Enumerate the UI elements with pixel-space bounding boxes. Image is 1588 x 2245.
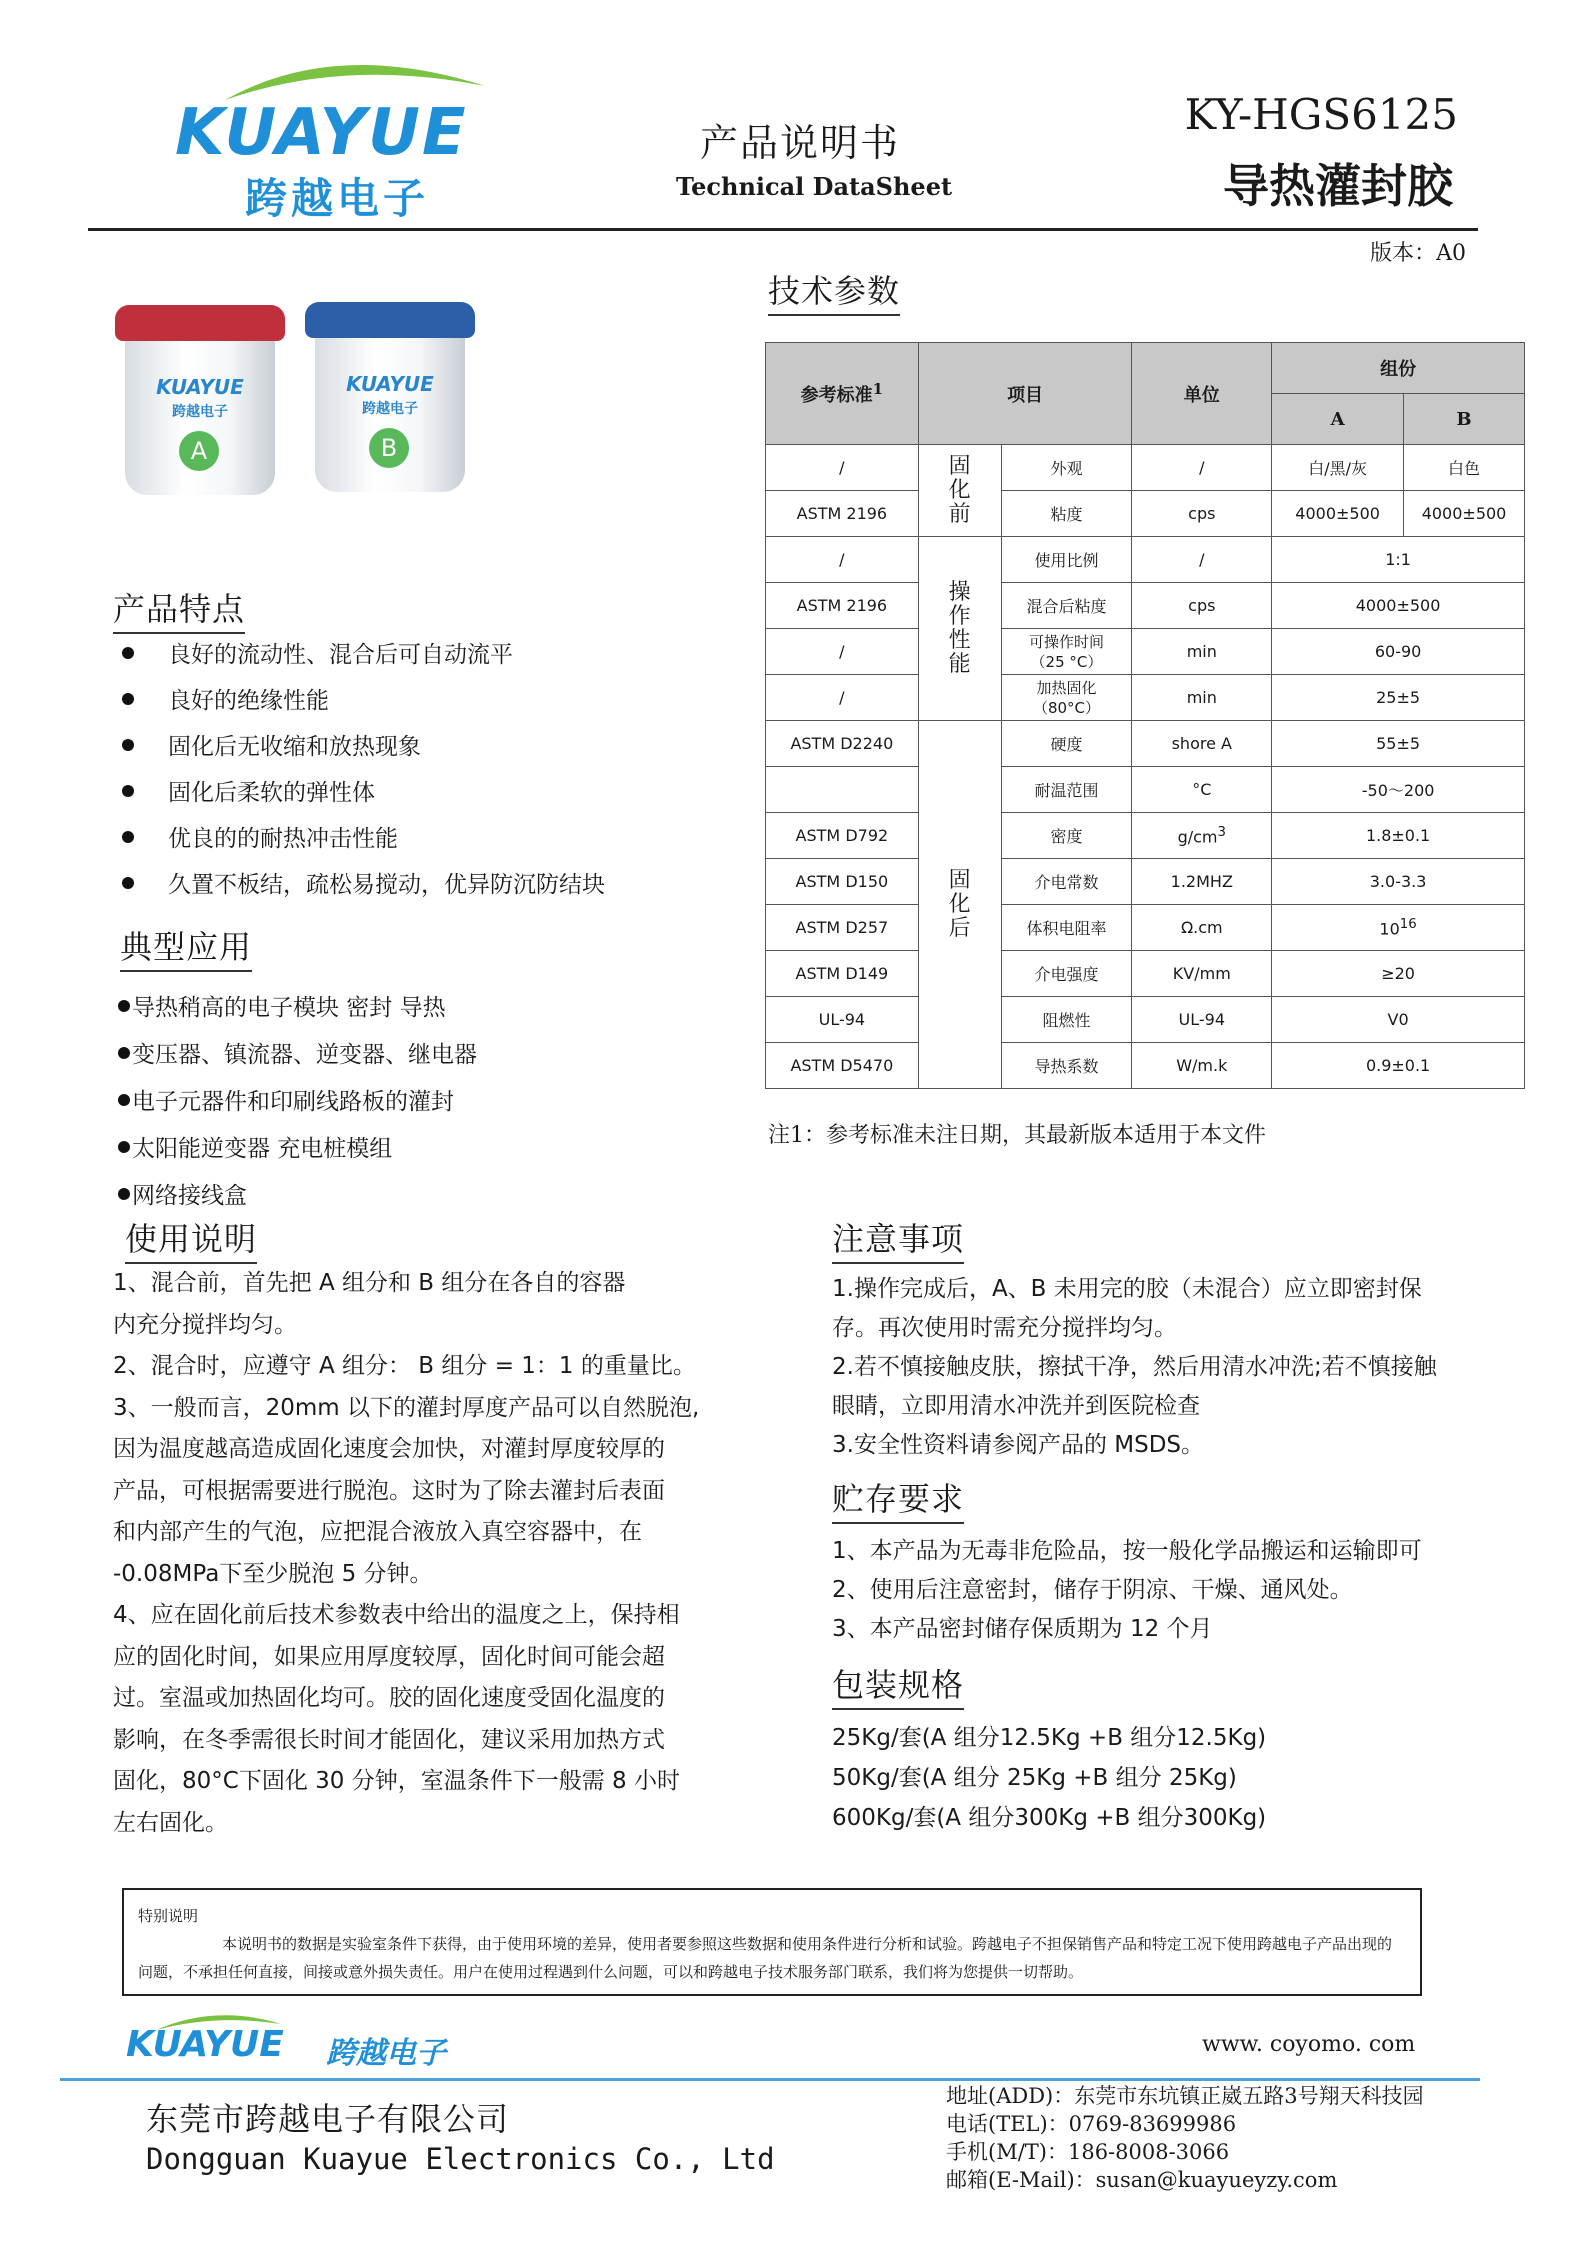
usage-line: 内充分搅拌均匀。: [113, 1311, 297, 1338]
bullet-icon: [122, 785, 134, 797]
bucket-badge: A: [179, 431, 219, 471]
list-item: 固化后柔软的弹性体: [122, 770, 605, 816]
group-before-label: 固 化 前: [918, 445, 1001, 537]
col-b-header: B: [1404, 394, 1525, 445]
usage-line: 和内部产生的气泡，应把混合液放入真空容器中，在: [113, 1519, 642, 1545]
col-item-header: 项目: [918, 343, 1132, 445]
bullet-icon: [118, 1141, 130, 1153]
tech-heading: 技术参数: [768, 266, 900, 316]
packaging-line: 600Kg/套(A 组分300Kg +B 组分300Kg): [832, 1805, 1267, 1831]
features-heading: 产品特点: [113, 584, 245, 634]
table-row: ASTM D150 介电常数 1.2MHZ 3.0-3.3: [766, 859, 1525, 905]
usage-instructions: [113, 1263, 753, 1844]
usage-line: -0.08MPa下至少脱泡 5 分钟。: [113, 1560, 433, 1587]
precaution-line: 眼睛，立即用清水冲洗并到医院检查: [832, 1393, 1200, 1419]
footer-contacts: [946, 2082, 1424, 2194]
table-row: / 加热固化 （80°C） min 25±5: [766, 675, 1525, 721]
list-item: 良好的流动性、混合后可自动流平: [122, 632, 605, 678]
precaution-line: 2.若不慎接触皮肤，擦拭干净，然后用清水冲洗;若不慎接触: [832, 1354, 1437, 1380]
table-row: / 操 作 性 能 使用比例 / 1:1: [766, 537, 1525, 583]
list-item: 变压器、镇流器、逆变器、继电器: [118, 1032, 477, 1079]
bullet-icon: [118, 1047, 130, 1059]
usage-line: 影响，在冬季需很长时间才能固化，建议采用加热方式: [113, 1726, 665, 1753]
list-item: 良好的绝缘性能: [122, 678, 605, 724]
bucket-brand: KUAYUE: [346, 372, 434, 396]
bullet-icon: [118, 1094, 130, 1106]
usage-line: 3、一般而言，20mm 以下的灌封厚度产品可以自然脱泡,: [113, 1394, 700, 1421]
applications-list: [118, 985, 477, 1220]
group-after-label: 固 化 后: [918, 721, 1001, 1089]
header-divider: [88, 228, 1478, 231]
precaution-line: 存。再次使用时需充分搅拌均匀。: [832, 1315, 1177, 1341]
storage-line: 3、本产品密封储存保质期为 12 个月: [832, 1616, 1213, 1642]
usage-line: 应的固化时间，如果应用厚度较厚，固化时间可能会超: [113, 1643, 665, 1670]
group-operate-label: 操 作 性 能: [918, 537, 1001, 721]
col-standard-header: 参考标准$^1$: [766, 343, 919, 445]
list-item: 固化后无收缩和放热现象: [122, 724, 605, 770]
table-row: ASTM 2196 混合后粘度 cps 4000±500: [766, 583, 1525, 629]
storage-heading: 贮存要求: [832, 1474, 964, 1524]
bullet-icon: [118, 1000, 130, 1012]
footer-company-en: Dongguan Kuayue Electronics Co., Ltd: [146, 2142, 775, 2176]
version-label: 版本：A0: [1370, 241, 1466, 266]
packaging-line: 25Kg/套(A 组分12.5Kg +B 组分12.5Kg): [832, 1725, 1267, 1751]
bullet-icon: [122, 739, 134, 751]
list-item: 网络接线盒: [118, 1173, 477, 1220]
table-row: UL-94 阻燃性 UL-94 V0: [766, 997, 1525, 1043]
table-footnote: 注1：参考标准未注日期，其最新版本适用于本文件: [768, 1123, 1266, 1148]
company-logo: [175, 48, 495, 223]
disclaimer-box: [122, 1888, 1422, 1996]
bullet-icon: [122, 831, 134, 843]
disclaimer-text: 本说明书的数据是实验室条件下获得，由于使用环境的差异，使用者要参照这些数据和使用条件进行分析和试验。跨越电子不担保销售产品和特定工况下使用跨越电子产品出现的问题，不承担任何直接，间接或意外损失责任。用户在使用过程遇到什么问题，可以和跨越电子技术服务部门联系，我们将为您提供一切帮助。: [138, 1935, 1393, 1981]
bucket-brand-cn: 跨越电子: [172, 404, 228, 420]
footer-website: www. coyomo. com: [1202, 2032, 1416, 2057]
storage-line: 2、使用后注意密封，储存于阴凉、干燥、通风处。: [832, 1577, 1353, 1603]
product-name: 导热灌封胶: [1223, 159, 1453, 213]
table-row: ASTM D792 密度 $g/cm^3$ 1.8±0.1: [766, 813, 1525, 859]
table-row: ASTM D149 介电强度 KV/mm ≥20: [766, 951, 1525, 997]
table-row: / 固 化 前 外观 / 白/黑/灰 白色: [766, 445, 1525, 491]
bullet-icon: [122, 693, 134, 705]
table-row: / 可操作时间 （25 °C） min 60-90: [766, 629, 1525, 675]
list-item: 导热稍高的电子模块 密封 导热: [118, 985, 477, 1032]
list-item: 久置不板结，疏松易搅动，优异防沉防结块: [122, 862, 605, 908]
precaution-line: 1.操作完成后，A、B 未用完的胶（未混合）应立即密封保: [832, 1276, 1422, 1302]
usage-line: 产品，可根据需要进行脱泡。这时为了除去灌封后表面: [113, 1477, 665, 1504]
table-row: ASTM D2240 固 化 后 硬度 shore A 55±5: [766, 721, 1525, 767]
product-code: KY-HGS6125: [1184, 90, 1458, 139]
table-row: ASTM D257 体积电阻率 Ω.cm $10^{16}$: [766, 905, 1525, 951]
footer-tel: 电话(TEL)：0769-83699986: [946, 2112, 1237, 2136]
doc-subtitle: Technical DataSheet: [676, 172, 953, 201]
logo-wordmark: KUAYUE: [175, 96, 468, 170]
usage-heading: 使用说明: [125, 1214, 257, 1264]
bucket-badge: B: [369, 428, 409, 468]
storage-line: 1、本产品为无毒非危险品，按一般化学品搬运和运输即可: [832, 1538, 1422, 1564]
disclaimer-title: 特别说明: [138, 1907, 199, 1925]
applications-heading: 典型应用: [120, 922, 252, 972]
precautions-text: [832, 1270, 1522, 1465]
footer-email: 邮箱(E-Mail)：susan@kuayueyzy.com: [946, 2168, 1338, 2192]
footer-address: 地址(ADD)：东莞市东坑镇正崴五路3号翔天科技园: [946, 2084, 1424, 2108]
bullet-icon: [122, 647, 134, 659]
precaution-line: 3.安全性资料请参阅产品的 MSDS。: [832, 1432, 1205, 1458]
product-bucket-a: [115, 305, 285, 495]
table-row: ASTM D5470 导热系数 W/m.k 0.9±0.1: [766, 1043, 1525, 1089]
bullet-icon: [122, 877, 134, 889]
table-row: 耐温范围 °C -50～200: [766, 767, 1525, 813]
product-bucket-b: [305, 302, 475, 492]
list-item: 太阳能逆变器 充电桩模组: [118, 1126, 477, 1173]
features-list: [122, 632, 605, 908]
doc-title: 产品说明书: [700, 121, 901, 165]
footer-divider: [60, 2078, 1480, 2081]
col-a-header: A: [1272, 394, 1404, 445]
usage-line: 固化，80°C下固化 30 分钟，室温条件下一般需 8 小时: [113, 1768, 680, 1794]
usage-line: 1、混合前，首先把 A 组分和 B 组分在各自的容器: [113, 1270, 626, 1296]
list-item: 电子元器件和印刷线路板的灌封: [118, 1079, 477, 1126]
packaging-heading: 包装规格: [832, 1660, 964, 1710]
bucket-brand-cn: 跨越电子: [362, 401, 418, 417]
logo-chinese-name: 跨越电子: [245, 174, 430, 223]
usage-line: 因为温度越高造成固化速度会加快，对灌封厚度较厚的: [113, 1436, 665, 1462]
storage-text: [832, 1532, 1522, 1649]
list-item: 优良的的耐热冲击性能: [122, 816, 605, 862]
footer-company-cn: 东莞市跨越电子有限公司: [146, 2100, 510, 2138]
bucket-brand: KUAYUE: [156, 375, 244, 399]
usage-line: 4、应在固化前后技术参数表中给出的温度之上，保持相: [113, 1602, 680, 1628]
footer-mobile: 手机(M/T)：186-8008-3066: [946, 2140, 1230, 2164]
bullet-icon: [118, 1188, 130, 1200]
spec-table: [765, 342, 1525, 1089]
usage-line: 左右固化。: [113, 1809, 228, 1836]
usage-line: 过。室温或加热固化均可。胶的固化速度受固化温度的: [113, 1685, 665, 1711]
precautions-heading: 注意事项: [832, 1214, 964, 1264]
col-unit-header: 单位: [1132, 343, 1272, 445]
table-row: ASTM 2196 粘度 cps 4000±500 4000±500: [766, 491, 1525, 537]
usage-line: 2、混合时，应遵守 A 组分： B 组分 = 1：1 的重量比。: [113, 1353, 696, 1379]
col-component-header: 组份: [1272, 343, 1525, 394]
packaging-line: 50Kg/套(A 组分 25Kg +B 组分 25Kg): [832, 1765, 1237, 1791]
packaging-text: [832, 1718, 1522, 1838]
